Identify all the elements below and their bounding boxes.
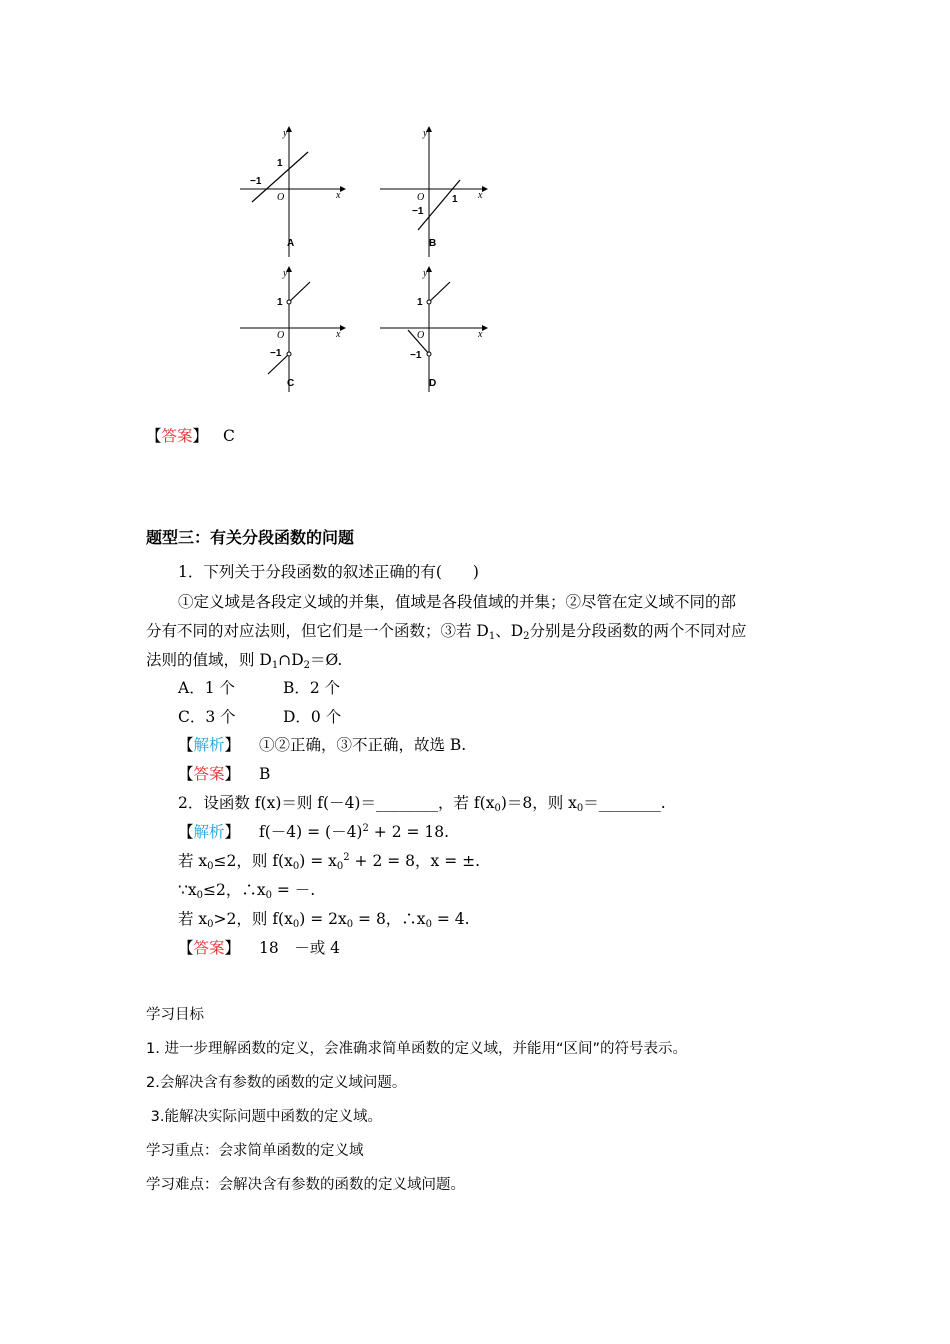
section-title: 题型三：有关分段函数的问题	[146, 528, 355, 547]
graph-a-y-label: y	[283, 128, 288, 139]
q2-analysis-sup: 2	[362, 823, 369, 834]
graph-c	[240, 266, 346, 392]
graph-a-caption: A	[287, 238, 295, 249]
goal-difficulty: 学习难点：会解决含有参数的函数的定义域问题。	[146, 1177, 465, 1193]
q1-body-line-2-a: 分有不同的对应法则，但它们是一个函数；③若 D	[146, 622, 489, 640]
q2-answer-tag: 答案	[193, 939, 225, 957]
q1-answer-line: 【答案】 B	[178, 765, 271, 783]
goal-3: 3.能解决实际问题中函数的定义域。	[146, 1109, 382, 1125]
q2-l4-sub0b: 0	[292, 919, 300, 930]
q2-l2-c: ) = x	[299, 852, 337, 870]
q2-stem-a: 2．设函数 f(x)＝则 f(－4)＝________，若 f(x	[178, 794, 495, 812]
q1-analysis-text: ①②正确，③不正确，故选 B.	[258, 736, 467, 754]
graph-a-neg-one-label: −1	[250, 176, 262, 187]
graph-b-caption: B	[429, 238, 437, 249]
goal-key-point: 学习重点：会求简单函数的定义域	[146, 1143, 364, 1159]
q1-analysis-line: 【解析】 ①②正确，③不正确，故选 B.	[178, 736, 467, 754]
q1-answer-tag: 答案	[193, 765, 225, 783]
graph-d-x-label: x	[478, 329, 483, 340]
q2-stem-sub-2: 0	[576, 803, 584, 814]
graph-b	[380, 126, 488, 257]
graph-d-caption: D	[429, 378, 437, 389]
q2-l2-sub0: 0	[207, 861, 214, 872]
q2-l3-c: = －.	[271, 881, 316, 899]
graph-c-one-label: 1	[277, 297, 283, 308]
q1-stem: 1．下列关于分段函数的叙述正确的有( )	[178, 563, 479, 581]
q1-analysis-tag: 解析	[193, 736, 225, 754]
goal-2: 2.会解决含有参数的函数的定义域问题。	[146, 1075, 407, 1091]
answer-1-line: 【答案】 C	[146, 427, 235, 445]
q2-answer-line: 【答案】 18 －或 4	[178, 939, 340, 957]
graph-d	[380, 266, 488, 392]
q1-option-c: C．3 个	[178, 708, 236, 726]
q2-stem-b: )＝8，则 x	[500, 794, 577, 812]
q2-l2-sub0c: 0	[336, 861, 344, 872]
q2-analysis-line: 【解析】 $f(-4) = (-4)^2 + 2 = 18$.	[178, 823, 450, 841]
q2-l4-sub0: 0	[207, 919, 214, 930]
q2-l4-sub0d: 0	[425, 919, 432, 930]
graph-a-x-label: x	[336, 190, 341, 201]
q2-analysis-b: + 2 = 18.	[368, 823, 450, 841]
graph-a-origin: O	[277, 192, 285, 203]
q1-sub-2b: 2	[303, 660, 311, 671]
q2-l4-a: 若 x	[178, 910, 208, 928]
q2-l4-sub0c: 0	[346, 919, 354, 930]
q2-line-2	[178, 851, 480, 871]
q2-l3-b: ≤2，∴x	[202, 881, 266, 899]
q1-option-d: D．0 个	[283, 708, 342, 726]
graph-d-one-label: 1	[417, 297, 423, 308]
graph-d-y-label: y	[423, 268, 428, 279]
q2-l2-sub0b: 0	[292, 861, 300, 872]
graph-c-origin: O	[277, 330, 285, 341]
q1-body-line-1: ①定义域是各段定义域的并集，值域是各段值域的并集；②尽管在定义域不同的部	[178, 593, 737, 611]
q1-body-line-2-b: 、D	[495, 622, 524, 640]
q1-body-line-2	[146, 621, 747, 641]
q1-body-line-3-b: ∩D	[278, 651, 304, 669]
graph-d-neg-one-label: −1	[410, 350, 422, 361]
graph-c-neg-one-label: −1	[270, 348, 282, 359]
graph-c-y-label: y	[283, 268, 288, 279]
q1-body-line-3	[146, 650, 342, 670]
q1-option-a: A．1 个	[178, 679, 235, 697]
graph-c-x-label: x	[336, 329, 341, 340]
q2-l3-sub0b: 0	[265, 890, 272, 901]
q2-answer-text: 18 －或 4	[258, 939, 340, 957]
q1-body-line-2-c: 分别是分段函数的两个不同对应	[529, 622, 747, 640]
graph-c-caption: C	[287, 378, 295, 389]
q2-l4-c: ) = 2x	[299, 910, 347, 928]
graph-b-y-label: y	[423, 128, 428, 139]
q2-stem	[178, 793, 666, 813]
q2-l2-sup2: 2	[343, 852, 350, 863]
graph-b-neg-one-label: −1	[412, 206, 424, 217]
function-graphs-figure	[232, 122, 502, 397]
graph-a	[240, 126, 346, 257]
graph-b-one-label: 1	[452, 194, 458, 205]
q2-l4-e: = 4.	[431, 910, 470, 928]
answer-1-tag: 答案	[161, 427, 193, 445]
q1-sub-2: 2	[523, 631, 530, 642]
graph-a-one-label: 1	[277, 158, 283, 169]
q2-analysis-a: f(－4) = (－4)	[258, 823, 363, 841]
q1-answer-text: B	[258, 765, 271, 783]
q2-stem-sub: 0	[494, 803, 501, 814]
q2-line-4	[178, 909, 470, 929]
q2-l2-b: ≤2，则 f(x	[213, 852, 293, 870]
q2-l2-d: + 2 = 8，x = ±.	[349, 852, 481, 870]
q1-body-line-3-a: 法则的值域，则 D	[146, 651, 272, 669]
q2-l3-a: ∵x	[178, 881, 197, 899]
q1-sub-1: 1	[488, 631, 496, 642]
q1-option-b: B．2 个	[283, 679, 341, 697]
graph-d-origin: O	[417, 330, 425, 341]
q2-line-3	[178, 880, 315, 900]
q2-l3-sub0: 0	[196, 890, 203, 901]
answer-1-value: C	[222, 427, 235, 445]
graph-b-origin: O	[417, 192, 425, 203]
q2-l4-d: = 8，∴x	[353, 910, 426, 928]
q2-l4-b: >2，则 f(x	[213, 910, 293, 928]
goals-title: 学习目标	[146, 1007, 204, 1023]
graphs-svg	[232, 122, 502, 397]
q2-stem-c: ＝________.	[583, 794, 666, 812]
q2-analysis-tag: 解析	[193, 823, 225, 841]
q1-body-line-3-c: ＝Ø.	[310, 651, 343, 669]
graph-b-x-label: x	[478, 190, 483, 201]
q2-l2-a: 若 x	[178, 852, 208, 870]
goal-1: 1. 进一步理解函数的定义，会准确求简单函数的定义域，并能用“区间”的符号表示。	[146, 1041, 687, 1057]
q1-sub-1b: 1	[271, 660, 279, 671]
